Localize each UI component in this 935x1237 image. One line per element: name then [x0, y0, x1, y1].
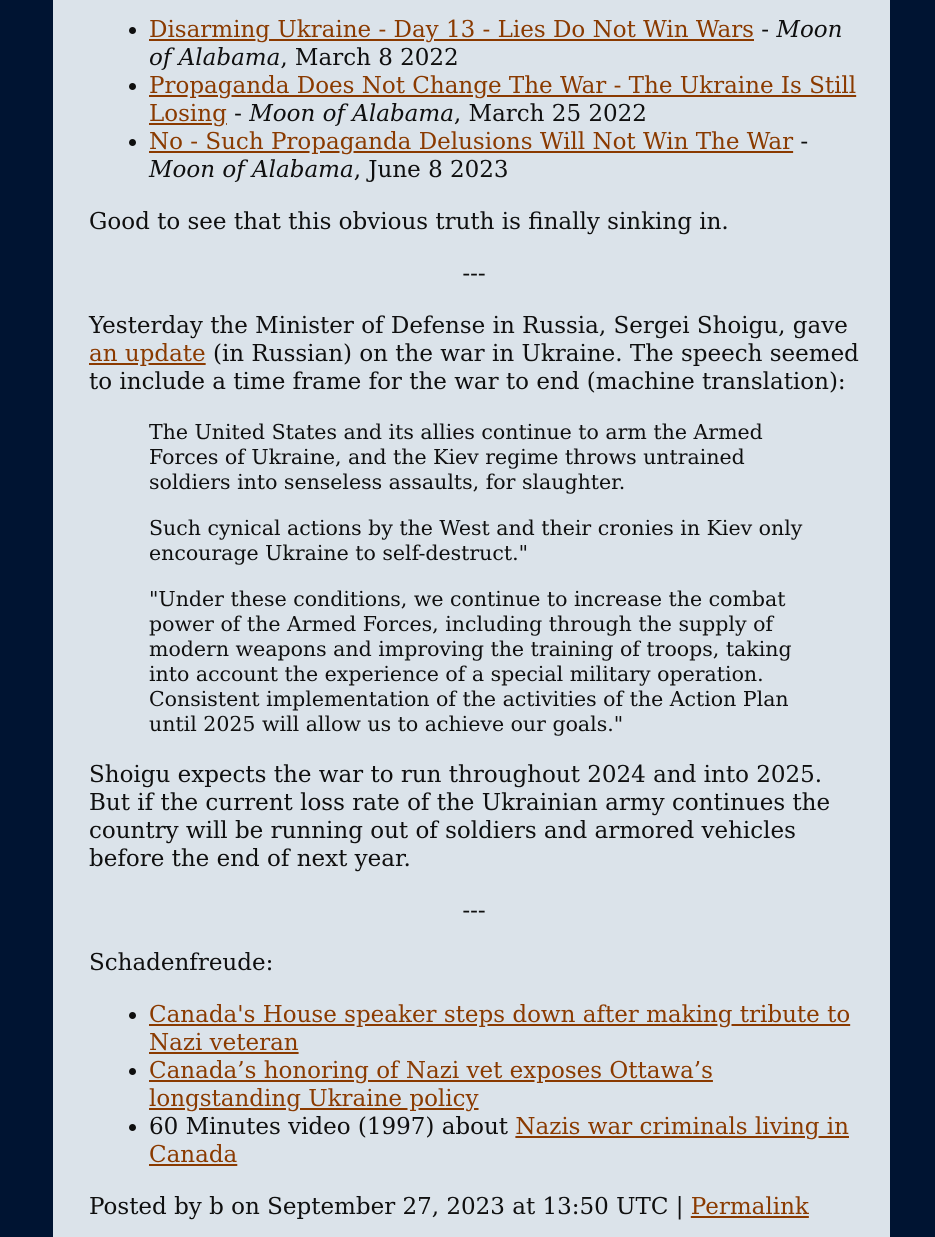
list-item: • Propaganda Does Not Change The War - The Ukraine Is Still Losing - Moon of Alabama, March 25 2022 [149, 72, 859, 128]
article-link-nazi-war-criminals[interactable]: Nazis war criminals living in Canada [149, 1114, 849, 1168]
quote-block [149, 420, 809, 737]
article-content [89, 0, 859, 1221]
list-item [149, 1001, 859, 1057]
paragraph: Good to see that this obvious truth is finally sinking in. [89, 209, 729, 235]
list-item: • 60 Minutes video (1997) about Nazis war criminals living in Canada [149, 1113, 859, 1169]
publish-date: , March 25 2022 [453, 101, 647, 127]
paragraph: Yesterday the Minister of Defense in Russia, Sergei Shoigu, gave an update (in Russian) on the war in Ukraine. The speech seemed to include a time frame for the war to end (machine translation): [89, 313, 859, 395]
list-item: • Disarming Ukraine - Day 13 - Lies Do Not Win Wars - Moon of Alabama, March 8 2022 [149, 16, 859, 72]
update-link[interactable]: an update [89, 341, 206, 367]
schadenfreude-link-list [89, 1001, 859, 1169]
post-footer: Posted by b on September 27, 2023 at 13:50 UTC | Permalink [89, 1194, 809, 1220]
list-item [149, 1057, 859, 1113]
article-link-propaganda-delusions[interactable]: No - Such Propaganda Delusions Will Not Win The War [149, 129, 794, 155]
separator: --- [462, 261, 486, 287]
source-name: Moon of Alabama [149, 17, 843, 71]
quote-paragraph: The United States and its allies continue to arm the Armed Forces of Ukraine, and the Kiev regime throws untrained soldiers into senseless assaults, for slaughter. [149, 420, 763, 494]
publish-date: , June 8 2023 [353, 157, 509, 183]
source-name: Moon of Alabama [149, 157, 354, 183]
article-link-ottawa-policy[interactable]: Canada’s honoring of Nazi vet exposes Ottawa’s longstanding Ukraine policy [149, 1058, 713, 1112]
article-link-propaganda[interactable]: Propaganda Does Not Change The War - The Ukraine Is Still Losing [149, 73, 857, 127]
article-link-disarming-ukraine[interactable]: Disarming Ukraine - Day 13 - Lies Do Not Win Wars [149, 17, 754, 43]
article-link-house-speaker[interactable]: Canada's House speaker steps down after making tribute to Nazi veteran [149, 1002, 851, 1056]
reference-link-list [89, 0, 859, 184]
paragraph: Shoigu expects the war to run throughout 2024 and into 2025. But if the current loss rate of the Ukrainian army continues the country will be running out of soldiers and armored vehicles before the end of next year. [89, 762, 831, 872]
paragraph: Schadenfreude: [89, 950, 274, 976]
publish-date: , March 8 2022 [280, 45, 459, 71]
source-name: Moon of Alabama [249, 101, 454, 127]
article-page [53, 0, 890, 1237]
list-item: • No - Such Propaganda Delusions Will Not Win The War - Moon of Alabama, June 8 2023 [149, 128, 859, 184]
quote-paragraph: Such cynical actions by the West and their cronies in Kiev only encourage Ukraine to self-destruct." [149, 516, 803, 565]
quote-paragraph: "Under these conditions, we continue to increase the combat power of the Armed Forces, including through the supply of modern weapons and improving the training of troops, taking into account the experience of a special military operation. Consistent implementation of the activities of the Action Plan until 2025 will allow us to achieve our goals." [149, 587, 792, 736]
separator: --- [462, 898, 486, 924]
permalink-link[interactable]: Permalink [690, 1194, 809, 1220]
